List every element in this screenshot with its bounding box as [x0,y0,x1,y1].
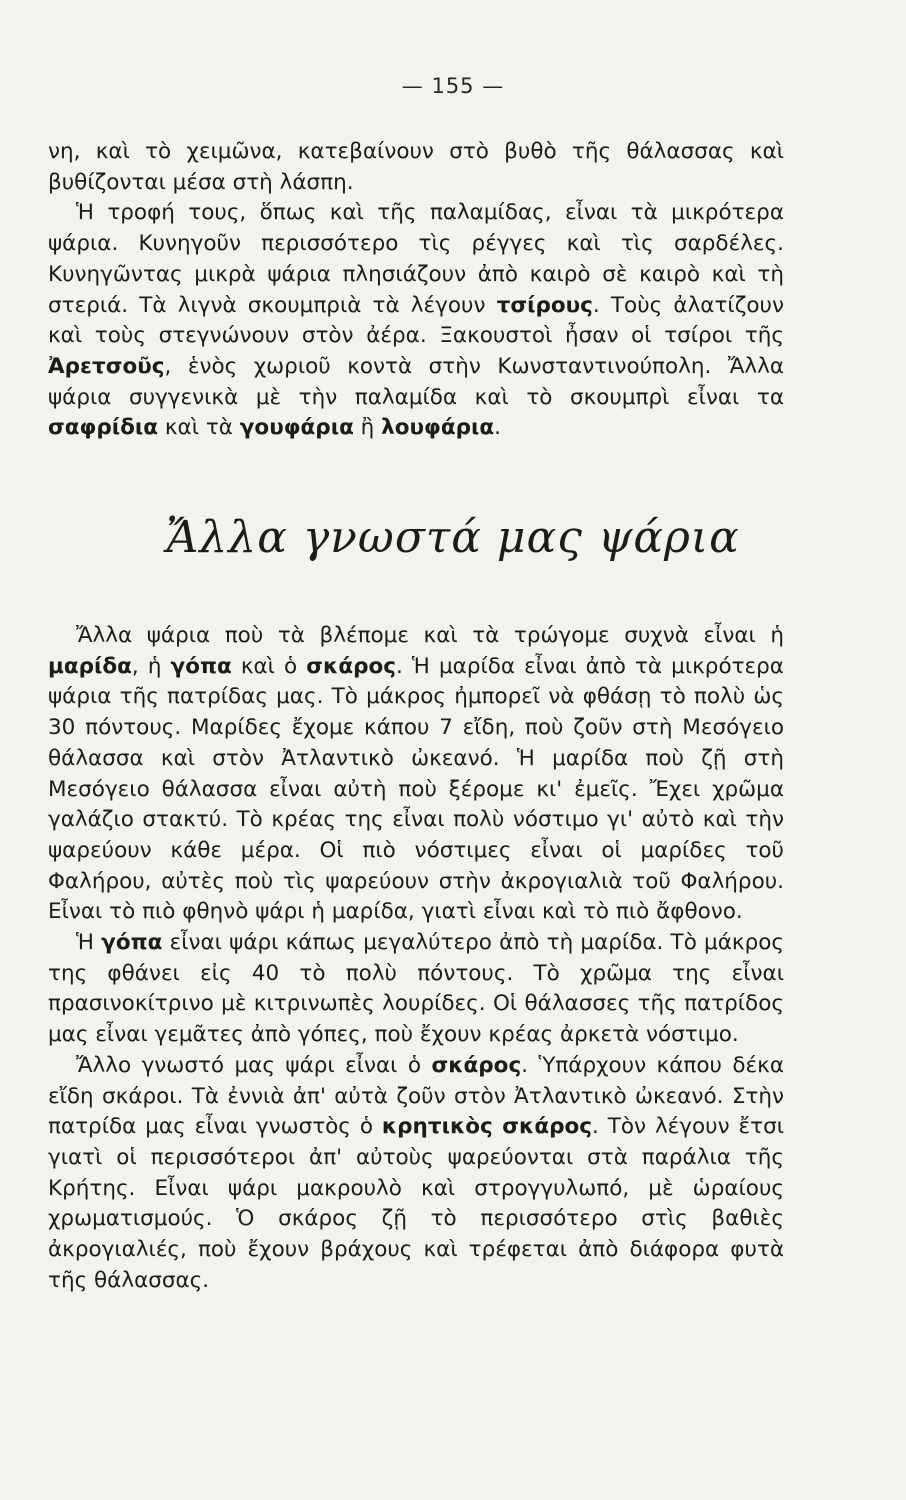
section-p2-text-b: εἶναι ψάρι κάπως μεγαλύτερο ἀπὸ τὴ μαρίδα. Τὸ μάκρος της φθάνει εἰς 40 τὸ πολὺ πόντους. Τὸ χρῶμα της εἶναι πρασινοκίτρινο μὲ κιτρινωπὲς λουρίδες. Οἱ θάλασσες τῆς πατρίδος μας εἶναι γεμᾶτες ἀπὸ γόπες, ποὺ ἔχουν κρέας ἀρκετὰ νόστιμο. [48,930,784,1048]
section-p3-text-b: . Ὑπάρχουν κάπου δέκα εἴδη σκάροι. Τὰ ἐννιὰ ἀπ' αὐτὰ ζοῦν στὸν Ἀτλαντικὸ ὠκεανό. Στὴν πατρίδα μας εἶναι γνωστὸς ὁ [48,1052,784,1140]
keyword-skaros: σκάρος [306,653,396,679]
section-p3-text-c: . Τὸν λέγουν ἔτσι γιατὶ οἱ περισσότεροι ἀπ' αὐτοὺς ψαρεύονται στὰ παράλια τῆς Κρήτης. Εἶναι ψάρι μακρουλὸ καὶ στρογγυλωπό, μὲ ὡραίους χρωματισμούς. Ὁ σκάρος ζῇ τὸ περισσότερο στὶς βαθιὲς ἀκρογιαλιές, ποὺ ἔχουν βράχους καὶ τρέφεται ἀπὸ διάφορα φυτὰ τῆς θάλασσας. [48,1114,784,1293]
intro-p2-text-b: . Τοὺς ἀλατίζουν καὶ τοὺς στεγνώνουν στὸν ἀέρα. Ξακουστοὶ ἦσαν οἱ τσίροι τῆς [48,292,784,349]
intro-p1-text: νη, καὶ τὸ χειμῶνα, κατεβαίνουν στὸ βυθὸ τῆς θάλασσας καὶ βυθίζονται μέσα στὴ λάσπη. [48,139,784,195]
keyword-goufaria: γουφάρια [239,415,354,441]
keyword-tsirous: τσίρους [496,292,593,318]
keyword-kritikos-skaros: κρητικὸς σκάρος [381,1114,592,1140]
intro-p2-text-f: . [494,415,502,441]
keyword-gopa: γόπα [170,653,232,679]
keyword-safridia: σαφρίδια [48,415,159,441]
section-paragraph-3 [48,1051,784,1297]
section-p3-text-a: Ἄλλο γνωστό μας ψάρι εἶναι ὁ [76,1052,432,1078]
keyword-loufaria: λουφάρια [381,415,495,441]
section-p1-text-a: Ἄλλα ψάρια ποὺ τὰ βλέπομε καὶ τὰ τρώγομε συχνὰ εἶναι ἡ [76,623,784,648]
section-heading: Ἄλλα γνωστά μας ψάρια [166,512,740,563]
intro-p2-text-d: καὶ τὰ [158,415,240,441]
section-text-block [48,621,784,1296]
keyword-gopa-2: γόπα [101,930,163,956]
section-p1-text-d: . Ἡ μαρίδα εἶναι ἀπὸ τὰ μικρότερα ψάρια τῆς πατρίδας μας. Τὸ μάκρος ἠμπορεῖ νὰ φθάσῃ τὸ πολὺ ὡς 30 πόντους. Μαρίδες ἔχομε κάπου 7 εἴδη, ποὺ ζοῦν στὴ Μεσόγειο θάλασσα καὶ στὸν Ἀτλαντικὸ ὠκεανό. Ἡ μαρίδα ποὺ ζῇ στὴ Μεσόγειο θάλασσα εἶναι αὐτὴ ποὺ ξέρομε κι' ἐμεῖς. Ἔχει χρῶμα γαλάζιο στακτύ. Τὸ κρέας της εἶναι πολὺ νόστιμο γι' αὐτὸ καὶ τὴν ψαρεύουν κάθε μέρα. Οἱ πιὸ νόστιμες εἶναι οἱ μαρίδες τοῦ Φαλήρου, αὐτὲς ποὺ τὶς ψαρεύουν στὴν ἀκρογιαλιὰ τοῦ Φαλήρου. Εἶναι τὸ πιὸ φθηνὸ ψάρι ἡ μαρίδα, γιατὶ εἶναι καὶ τὸ πιὸ ἄφθονο. [48,653,784,925]
intro-paragraph-1 [48,137,784,198]
page-number: — 155 — [401,74,505,98]
section-paragraph-2 [48,928,784,1051]
section-p2-text-a: Ἡ [76,930,102,956]
section-paragraph-1 [48,621,784,928]
keyword-marida: μαρίδα [48,653,132,679]
keyword-skaros-2: σκάρος [431,1052,522,1078]
intro-p2-text-a: Ἡ τροφή τους, ὅπως καὶ τῆς παλαμίδας, εἶναι τὰ μικρότερα ψάρια. Κυνηγοῦν περισσότερο τὶς ρέγγες καὶ τὶς σαρδέλες. Κυνηγῶντας μικρὰ ψάρια πλησιάζουν ἀπὸ καιρὸ σὲ καιρὸ καὶ τὴ στεριά. Τὰ λιγνὰ σκουμπριὰ τὰ λέγουν [48,200,784,318]
keyword-aretsou: Ἀρετσοῦς [48,353,165,379]
intro-p2-text-c: , ἑνὸς χωριοῦ κοντὰ στὴν Κωνσταντινούπολη. Ἄλλα ψάρια συγγενικὰ μὲ τὴν παλαμίδα καὶ τὸ σκουμπρὶ εἶναι τα [48,353,784,410]
intro-p2-text-e: ἢ [353,415,382,441]
section-p1-text-c: καὶ ὁ [231,653,307,679]
intro-paragraph-2 [48,198,784,444]
intro-text-block [48,137,784,444]
section-p1-text-b: , ἡ [131,653,171,679]
